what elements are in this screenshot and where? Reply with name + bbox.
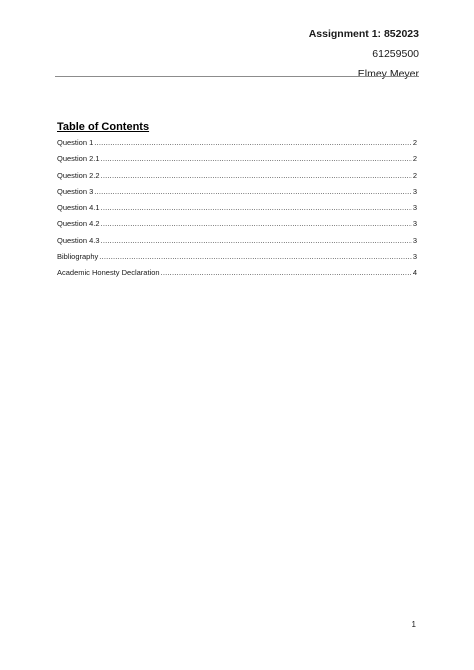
toc-dot-leader — [94, 136, 412, 149]
toc-entry-label: Question 2.1 — [57, 154, 100, 164]
toc-dot-leader — [101, 201, 412, 214]
toc-dot-leader — [161, 266, 412, 279]
toc-dot-leader — [101, 169, 412, 182]
toc-entry-page: 4 — [412, 268, 417, 278]
toc-dot-leader — [101, 217, 412, 230]
toc-entry-question-4-1[interactable] — [57, 201, 417, 217]
toc-dot-leader — [99, 250, 412, 263]
toc-entry-page: 3 — [412, 219, 417, 229]
header-divider — [55, 76, 419, 77]
toc-entry-label: Question 4.1 — [57, 203, 100, 213]
toc-entry-label: Bibliography — [57, 252, 99, 262]
toc-entry-label: Question 4.3 — [57, 235, 100, 245]
toc-entry-academic-honesty-declaration[interactable] — [57, 266, 417, 282]
toc-entry-page: 3 — [412, 203, 417, 213]
toc-entry-label: Question 4.2 — [57, 219, 100, 229]
toc-dot-leader — [94, 185, 412, 198]
student-id: 61259500 — [372, 48, 419, 60]
toc-entry-question-2-1[interactable] — [57, 152, 417, 168]
toc-entry-bibliography[interactable] — [57, 250, 417, 266]
toc-entry-question-4-2[interactable] — [57, 217, 417, 233]
toc-entry-page: 2 — [412, 154, 417, 164]
toc-entry-page: 2 — [412, 170, 417, 180]
toc-dot-leader — [101, 234, 412, 247]
toc-entry-page: 3 — [412, 235, 417, 245]
document-header — [309, 26, 419, 82]
toc-entry-page: 3 — [412, 252, 417, 262]
toc-entry-question-1[interactable] — [57, 136, 417, 152]
student-name: Elmey Meyer — [357, 68, 419, 80]
toc-heading: Table of Contents — [57, 121, 150, 133]
toc-entry-question-4-3[interactable] — [57, 234, 417, 250]
toc-entry-label: Question 1 — [57, 138, 94, 147]
toc-entry-label: Question 3 — [57, 186, 94, 196]
toc-entry-page: 2 — [412, 138, 417, 147]
page-number: 1 — [411, 620, 416, 629]
toc-entry-label: Academic Honesty Declaration — [57, 268, 160, 278]
toc-entry-label: Question 2.2 — [57, 170, 100, 180]
toc-dot-leader — [101, 152, 412, 165]
toc-entry-question-2-2[interactable] — [57, 169, 417, 185]
toc-entry-page: 3 — [412, 186, 417, 196]
toc-entry-question-3[interactable] — [57, 185, 417, 201]
table-of-contents — [57, 136, 417, 283]
assignment-title: Assignment 1: 852023 — [308, 28, 419, 40]
